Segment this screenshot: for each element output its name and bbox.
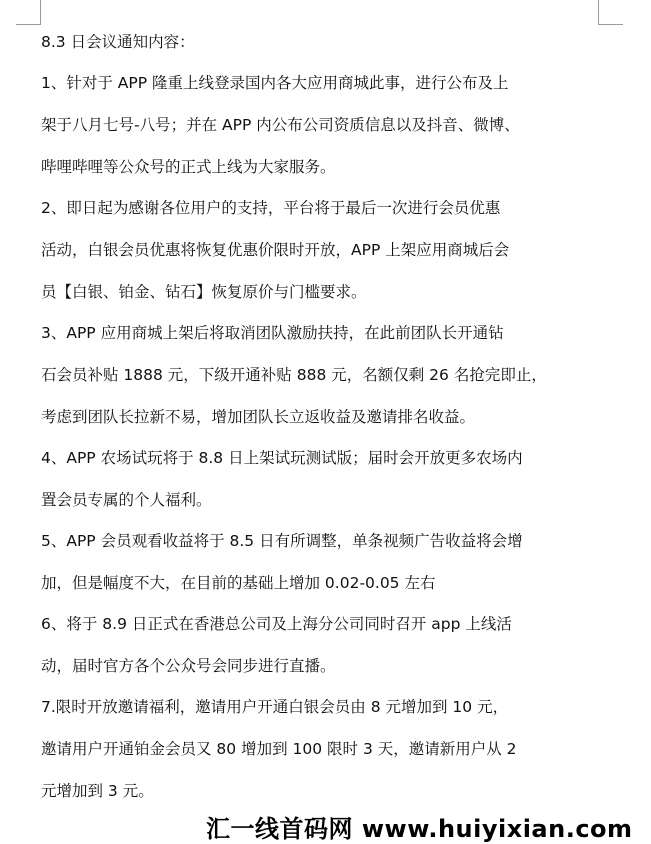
crop-mark-top-left bbox=[16, 0, 41, 25]
paragraph-5 bbox=[41, 531, 615, 593]
paragraph-line: 2、即日起为感谢各位用户的支持，平台将于最后一次进行会员优惠 bbox=[41, 199, 501, 217]
paragraph-line: 加，但是幅度不大，在目前的基础上增加 0.02-0.05 左右 bbox=[41, 574, 436, 592]
watermark bbox=[198, 814, 651, 844]
paragraph-line: 1、针对于 APP 隆重上线登录国内各大应用商城此事，进行公布及上 bbox=[41, 74, 509, 92]
paragraph-6 bbox=[41, 614, 615, 676]
paragraph-line: 5、APP 会员观看收益将于 8.5 日有所调整，单条视频广告收益将会增 bbox=[41, 532, 523, 550]
paragraph-line: 哔哩哔哩等公众号的正式上线为大家服务。 bbox=[41, 158, 336, 176]
paragraph-3 bbox=[41, 323, 615, 427]
paragraph-4 bbox=[41, 448, 615, 510]
paragraph-line: 4、APP 农场试玩将于 8.8 日上架试玩测试版；届时会开放更多农场内 bbox=[41, 449, 523, 467]
document-body[interactable] bbox=[41, 32, 615, 801]
paragraph-line: 7.限时开放邀请福利，邀请用户开通白银会员由 8 元增加到 10 元， bbox=[41, 698, 509, 716]
paragraph-line: 员【白银、铂金、钻石】恢复原价与门槛要求。 bbox=[41, 283, 367, 301]
document-heading: 8.3 日会议通知内容： bbox=[41, 33, 195, 51]
paragraph-line: 架于八月七号-八号；并在 APP 内公布公司资质信息以及抖音、微博、 bbox=[41, 116, 520, 134]
crop-mark-top-right bbox=[598, 0, 623, 25]
paragraph-7 bbox=[41, 697, 615, 801]
paragraph-line: 6、将于 8.9 日正式在香港总公司及上海分公司同时召开 app 上线活 bbox=[41, 615, 512, 633]
watermark-text: 汇一线首码网 www.huiyixian.com bbox=[206, 815, 633, 843]
paragraph-line: 元增加到 3 元。 bbox=[41, 782, 154, 800]
paragraph-line: 置会员专属的个人福利。 bbox=[41, 491, 212, 509]
paragraph-2 bbox=[41, 198, 615, 302]
paragraph-line: 3、APP 应用商城上架后将取消团队激励扶持，在此前团队长开通钻 bbox=[41, 324, 504, 342]
paragraph-line: 活动，白银会员优惠将恢复优惠价限时开放，APP 上架应用商城后会 bbox=[41, 241, 510, 259]
paragraph-line: 考虑到团队长拉新不易，增加团队长立返收益及邀请排名收益。 bbox=[41, 408, 476, 426]
paragraph-line: 石会员补贴 1888 元，下级开通补贴 888 元，名额仅剩 26 名抢完即止， bbox=[41, 366, 547, 384]
paragraph-1 bbox=[41, 73, 615, 177]
paragraph-line: 邀请用户开通铂金会员又 80 增加到 100 限时 3 天，邀请新用户从 2 bbox=[41, 740, 517, 758]
paragraph-line: 动，届时官方各个公众号会同步进行直播。 bbox=[41, 657, 336, 675]
